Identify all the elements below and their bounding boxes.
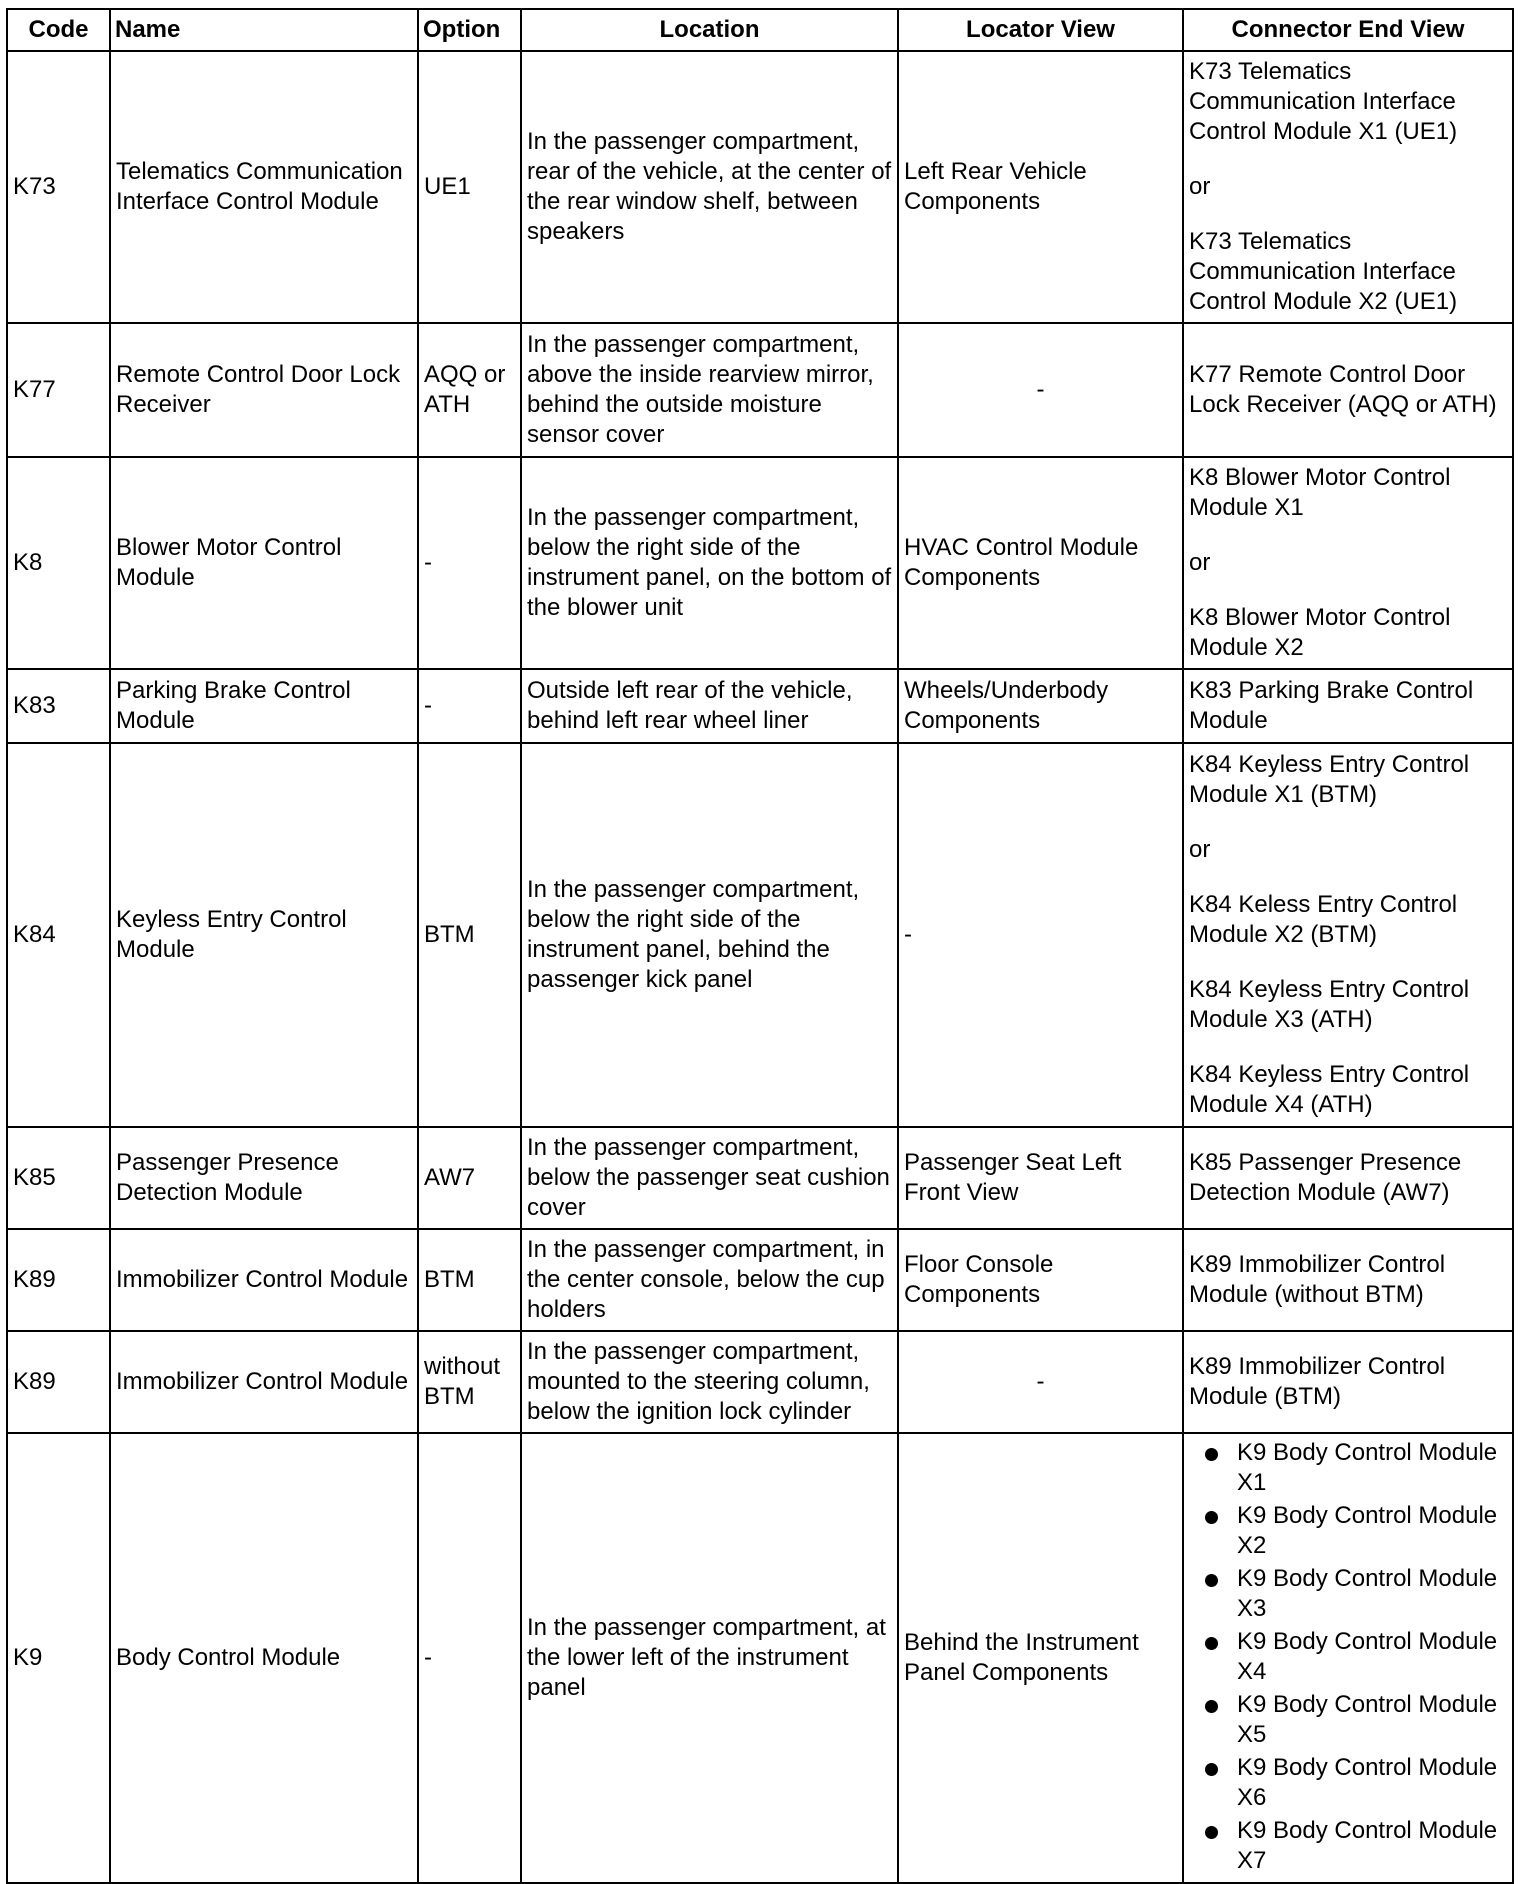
connector-end-view-cell [1183, 743, 1513, 1127]
connector-bullet-list [1184, 1438, 1507, 1876]
connector-or: or [1189, 836, 1211, 863]
option-cell: without BTM [418, 1331, 521, 1433]
code-cell: K73 [7, 51, 110, 323]
table-row [7, 51, 1513, 323]
header-name: Name [110, 9, 418, 51]
connector-end-view-cell [1183, 669, 1513, 743]
location-cell: In the passenger compartment, above the inside rearview mirror, behind the outside moisture sensor cover [521, 323, 898, 457]
list-item: K9 Body Control Module X1 [1199, 1438, 1507, 1498]
code-cell: K9 [7, 1433, 110, 1883]
list-item: K9 Body Control Module X4 [1199, 1627, 1507, 1687]
list-item: K9 Body Control Module X3 [1199, 1564, 1507, 1624]
header-option: Option [418, 9, 521, 51]
connector-entry: K77 Remote Control Door Lock Receiver (AQQ or ATH) [1189, 361, 1497, 418]
header-connector-end-view: Connector End View [1183, 9, 1513, 51]
connector-entry: K73 Telematics Communication Interface Control Module X1 (UE1) [1189, 58, 1458, 145]
connector-entry: K8 Blower Motor Control Module X2 [1189, 604, 1451, 661]
name-cell: Remote Control Door Lock Receiver [110, 323, 418, 457]
header-code: Code [7, 9, 110, 51]
locator-view-cell: Left Rear Vehicle Components [898, 51, 1183, 323]
table-row [7, 1127, 1513, 1229]
connector-entry: K83 Parking Brake Control Module [1189, 677, 1474, 734]
location-cell: In the passenger compartment, below the passenger seat cushion cover [521, 1127, 898, 1229]
list-item: K9 Body Control Module X6 [1199, 1753, 1507, 1813]
table-row [7, 1331, 1513, 1433]
locator-view-cell: Floor Console Components [898, 1229, 1183, 1331]
connector-entry: K89 Immobilizer Control Module (without BTM) [1189, 1251, 1446, 1308]
name-cell: Telematics Communication Interface Control Module [110, 51, 418, 323]
option-cell: - [418, 669, 521, 743]
option-cell: - [418, 1433, 521, 1883]
connector-end-view-cell [1183, 457, 1513, 669]
connector-end-view-cell [1183, 323, 1513, 457]
list-item: K9 Body Control Module X5 [1199, 1690, 1507, 1750]
option-cell: BTM [418, 1229, 521, 1331]
connector-entry: K84 Keless Entry Control Module X2 (BTM) [1189, 891, 1458, 948]
table-row [7, 743, 1513, 1127]
table-row [7, 1229, 1513, 1331]
name-cell: Immobilizer Control Module [110, 1331, 418, 1433]
page-container [6, 8, 1514, 1884]
name-cell: Body Control Module [110, 1433, 418, 1883]
code-cell: K77 [7, 323, 110, 457]
locator-view-cell: Passenger Seat Left Front View [898, 1127, 1183, 1229]
connector-entry: K89 Immobilizer Control Module (BTM) [1189, 1353, 1446, 1410]
header-locator-view: Locator View [898, 9, 1183, 51]
code-cell: K89 [7, 1331, 110, 1433]
table-row [7, 1433, 1513, 1883]
code-cell: K89 [7, 1229, 110, 1331]
location-cell: In the passenger compartment, in the center console, below the cup holders [521, 1229, 898, 1331]
location-cell: In the passenger compartment, rear of the vehicle, at the center of the rear window shelf, between speakers [521, 51, 898, 323]
name-cell: Blower Motor Control Module [110, 457, 418, 669]
option-cell: BTM [418, 743, 521, 1127]
locator-view-cell: - [898, 1331, 1183, 1433]
name-cell: Passenger Presence Detection Module [110, 1127, 418, 1229]
option-cell: AQQ or ATH [418, 323, 521, 457]
table-row [7, 323, 1513, 457]
option-cell: - [418, 457, 521, 669]
connector-entry: K85 Passenger Presence Detection Module (AW7) [1189, 1149, 1462, 1206]
connector-entry: K8 Blower Motor Control Module X1 [1189, 464, 1451, 521]
component-locator-table [6, 8, 1514, 1884]
name-cell: Keyless Entry Control Module [110, 743, 418, 1127]
connector-end-view-cell [1183, 1127, 1513, 1229]
connector-end-view-cell [1183, 1229, 1513, 1331]
locator-view-cell: - [898, 743, 1183, 1127]
location-cell: In the passenger compartment, below the right side of the instrument panel, on the bottom of the blower unit [521, 457, 898, 669]
code-cell: K8 [7, 457, 110, 669]
code-cell: K84 [7, 743, 110, 1127]
header-location: Location [521, 9, 898, 51]
name-cell: Immobilizer Control Module [110, 1229, 418, 1331]
connector-end-view-cell [1183, 51, 1513, 323]
locator-view-cell: - [898, 323, 1183, 457]
locator-view-cell: Wheels/Underbody Components [898, 669, 1183, 743]
connector-entry: K84 Keyless Entry Control Module X3 (ATH) [1189, 976, 1470, 1033]
location-cell: In the passenger compartment, mounted to the steering column, below the ignition lock cylinder [521, 1331, 898, 1433]
connector-entry: K84 Keyless Entry Control Module X4 (ATH) [1189, 1061, 1470, 1118]
connector-entry: K73 Telematics Communication Interface Control Module X2 (UE1) [1189, 228, 1458, 315]
option-cell: UE1 [418, 51, 521, 323]
location-cell: Outside left rear of the vehicle, behind left rear wheel liner [521, 669, 898, 743]
code-cell: K85 [7, 1127, 110, 1229]
connector-entry: K84 Keyless Entry Control Module X1 (BTM) [1189, 751, 1470, 808]
connector-end-view-cell [1183, 1331, 1513, 1433]
location-cell: In the passenger compartment, at the lower left of the instrument panel [521, 1433, 898, 1883]
connector-or: or [1189, 173, 1211, 200]
table-header-row [7, 9, 1513, 51]
option-cell: AW7 [418, 1127, 521, 1229]
connector-or: or [1189, 549, 1211, 576]
table-row [7, 669, 1513, 743]
location-cell: In the passenger compartment, below the right side of the instrument panel, behind the passenger kick panel [521, 743, 898, 1127]
list-item: K9 Body Control Module X2 [1199, 1501, 1507, 1561]
table-row [7, 457, 1513, 669]
name-cell: Parking Brake Control Module [110, 669, 418, 743]
locator-view-cell: Behind the Instrument Panel Components [898, 1433, 1183, 1883]
list-item: K9 Body Control Module X7 [1199, 1816, 1507, 1876]
code-cell: K83 [7, 669, 110, 743]
locator-view-cell: HVAC Control Module Components [898, 457, 1183, 669]
connector-end-view-cell [1183, 1433, 1513, 1883]
